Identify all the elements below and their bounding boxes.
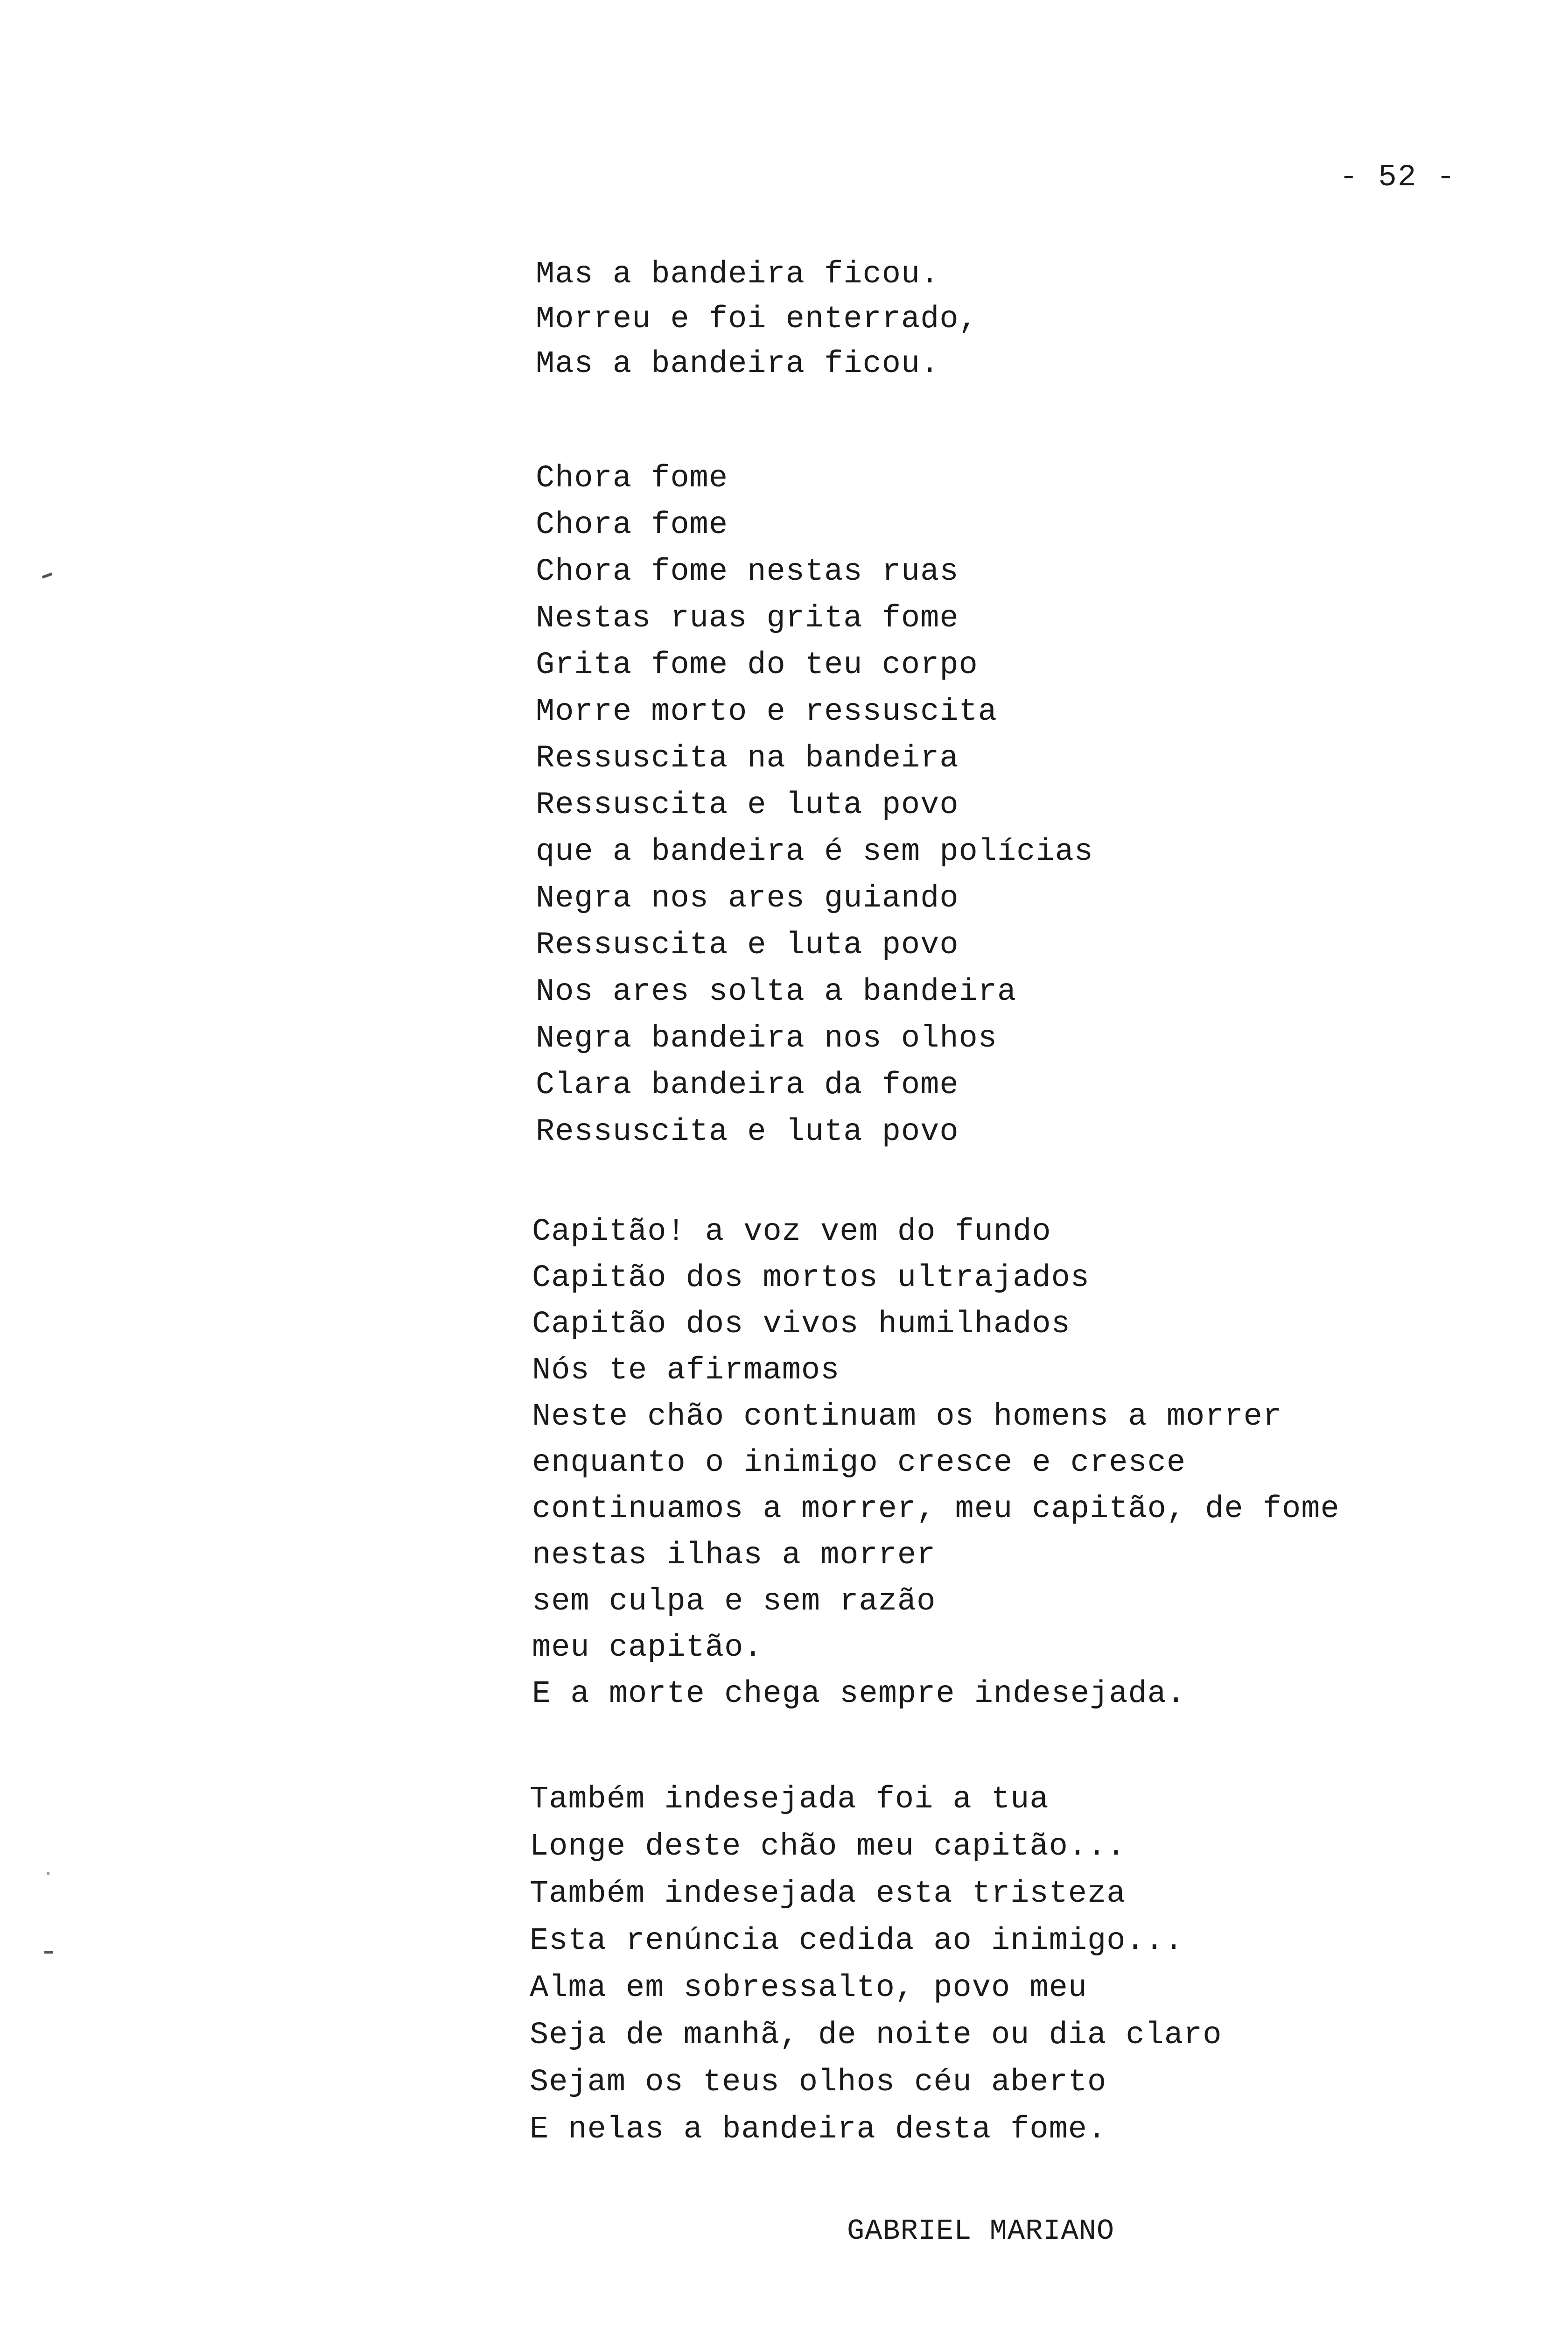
poem-line: Chora fome xyxy=(536,507,728,543)
poem-line: Esta renúncia cedida ao inimigo... xyxy=(530,1923,1184,1959)
poem-line: Seja de manhã, de noite ou dia claro xyxy=(530,2018,1222,2053)
poem-line: sem culpa e sem razão xyxy=(532,1584,936,1619)
poem-line: Também indesejada foi a tua xyxy=(530,1782,1049,1817)
poem-stanza xyxy=(532,1209,1340,1717)
poem-line: Negra bandeira nos olhos xyxy=(536,1021,997,1056)
poem-line: Ressuscita e luta povo xyxy=(536,928,959,963)
poem-line: Chora fome nestas ruas xyxy=(536,554,959,590)
poem-line: Alma em sobressalto, povo meu xyxy=(530,1970,1087,2006)
poem-line: Também indesejada esta tristeza xyxy=(530,1876,1126,1912)
poem-line: Morreu e foi enterrado, xyxy=(536,302,978,337)
poem-line: Neste chão continuam os homens a morrer xyxy=(532,1399,1282,1434)
poem-line: E nelas a bandeira desta fome. xyxy=(530,2112,1107,2147)
poem-line: Ressuscita na bandeira xyxy=(536,741,959,776)
poem-line: enquanto o inimigo cresce e cresce xyxy=(532,1445,1186,1481)
poem-line: Negra nos ares guiando xyxy=(536,881,959,916)
poem-line: E a morte chega sempre indesejada. xyxy=(532,1676,1186,1712)
poem-line: Ressuscita e luta povo xyxy=(536,1114,959,1150)
poem-line: Nos ares solta a bandeira xyxy=(536,974,1017,1010)
poem-line: Grita fome do teu corpo xyxy=(536,647,978,683)
poem-line: nestas ilhas a morrer xyxy=(532,1538,936,1573)
scan-speck xyxy=(44,1951,53,1954)
poem-line: Mas a bandeira ficou. xyxy=(536,346,940,382)
poem-line: Capitão dos vivos humilhados xyxy=(532,1307,1071,1342)
poem-line: Chora fome xyxy=(536,461,728,496)
poem-line: meu capitão. xyxy=(532,1630,763,1666)
poem-line: Nós te afirmamos xyxy=(532,1353,840,1388)
poem-line: Ressuscita e luta povo xyxy=(536,787,959,823)
scan-speck xyxy=(47,1872,49,1875)
poem-line: Sejam os teus olhos céu aberto xyxy=(530,2065,1107,2100)
poem-line: Morre morto e ressuscita xyxy=(536,694,997,730)
poem-line: Capitão! a voz vem do fundo xyxy=(532,1214,1051,1250)
page-number: - 52 - xyxy=(1339,160,1456,195)
scan-speck xyxy=(42,572,53,578)
poem-line: que a bandeira é sem polícias xyxy=(536,834,1093,870)
poem-stanza xyxy=(536,252,978,387)
poem-line: Capitão dos mortos ultrajados xyxy=(532,1260,1090,1296)
poem-stanza xyxy=(530,1776,1222,2153)
poem-line: Clara bandeira da fome xyxy=(536,1068,959,1103)
author-signature: GABRIEL MARIANO xyxy=(847,2214,1115,2248)
poem-line: Longe deste chão meu capitão... xyxy=(530,1829,1126,1864)
poem-line: continuamos a morrer, meu capitão, de fome xyxy=(532,1491,1340,1527)
poem-stanza xyxy=(536,455,1093,1155)
poem-line: Mas a bandeira ficou. xyxy=(536,257,940,292)
poem-line: Nestas ruas grita fome xyxy=(536,601,959,636)
